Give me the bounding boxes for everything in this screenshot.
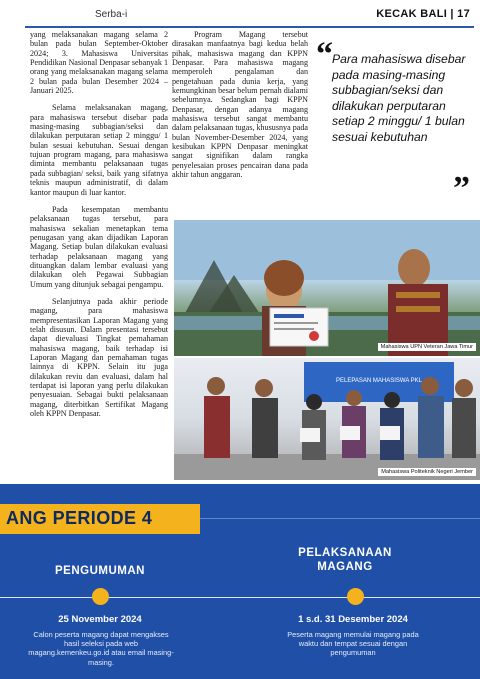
stage-title-implementation: PELAKSANAAN MAGANG [298, 547, 392, 573]
timeline-dot [347, 588, 364, 605]
photo-caption: Mahasiswa Politeknik Negeri Jember [378, 468, 476, 476]
stage-date-implementation: 1 s.d. 31 Desember 2024 [298, 614, 408, 625]
timeline-dot [92, 588, 109, 605]
close-quote-icon: ” [453, 170, 470, 207]
banner-title: ANG PERIODE 4 [6, 508, 153, 528]
photo1-illustration [174, 220, 480, 356]
photo-caption: Mahasiswa UPN Veteran Jawa Timur [378, 343, 476, 351]
stage-date-announcement: 25 November 2024 [58, 614, 142, 625]
section-label: Serba-i [95, 9, 128, 20]
paragraph: Program Magang tersebut dirasakan manfaatnya bagi kedua belah pihak, mahasiswa magang dan KPPN Denpasar. Para mahasiswa magang memperoleh pengalaman dan pengetahuan pada dunia kerja, yang kemungkinan besar belum pernah dialami sebelumnya. Sedangkan bagi KPPN Denpasar, dengan adanya magang mahasiswa tersebut sangat membantu dalam pelaksanaan tugas, khususnya pada bulan November-Desember 2024, yang kesibukan KPPN Denpasar meningkat sangat signifikan dalam rangka penyelesaian proses pencairan dana pada akhir tahun anggaran. [172, 30, 308, 180]
timeline-line [0, 597, 480, 598]
banner-divider [200, 518, 480, 519]
photo-banner-text: PELEPASAN MAHASISWA PKL [335, 378, 423, 384]
pull-quote [316, 36, 470, 207]
open-quote-icon: “ [316, 36, 333, 73]
stage-description-implementation: Peserta magang memulai magang pada waktu dan tempat sesuai dengan pengumuman [287, 630, 419, 658]
header-rule [25, 26, 474, 28]
photo2-illustration [174, 358, 480, 480]
stage-title-announcement: PENGUMUMAN [55, 565, 145, 577]
pull-quote-text: Para mahasiswa disebar pada masing-masing subbagian/seksi dan dilakukan perputaran setiap 2 minggu/ 1 bulan sesuai kebutuhan [332, 52, 466, 144]
page-header [0, 0, 480, 28]
article-column-2 [172, 30, 308, 188]
magazine-page-number: KECAK BALI | 17 [376, 8, 470, 20]
paragraph: yang melaksanakan magang selama 2 bulan pada bulan September-Oktober 2024; 3. Mahasiswa Universitas Pendidikan Nasional Denpasar sebanyak 1 orang yang melaksanakan magang selama 2 bulan pada bulan Desember 2024 – Januari 2025. [30, 30, 169, 96]
paragraph: Pada kesempatan membantu pelaksanaan tugas tersebut, para mahasiswa sekalian menetapkan tema penugasan yang akan dijadikan Laporan Magang. Setiap bulan dilakukan evaluasi terhadap pelaksanaan magang yang dituangkan dalam lembar evaluasi yang dilakukan oleh Pegawai Subbagian Umum yang ditunjuk sebagai pengampu. [30, 204, 168, 289]
paragraph: Selama melaksanakan magang, para mahasiswa tersebut disebar pada masing-masing subbagian/seksi dan dilakukan perputaran setiap 2 minggu/ 1 bulan sesuai kebutuhan. Sesuai dengan tujuan program magang, para mahasiswa diminta membantu pelaksanaan tugas pada subbagian/ seksi, baik yang sifatnya teknis maupun administratif, di dalam kantor maupun di luar kantor. [30, 103, 168, 197]
photo-upn-students [174, 220, 480, 356]
stage-description-announcement: Calon peserta magang dapat mengakses hasil seleksi pada web magang.kemenkeu.go.id atau email masing-masing. [28, 630, 174, 667]
paragraph: Selanjutnya pada akhir periode magang, para mahasiswa mempresentasikan Laporan Magang yang telah disusun. Dalam presentasi tersebut dapat dievaluasi Tingkat pemahaman mahasiswa magang, baik terhadap isi Laporan Magang dan pemahaman tugas lainnya di KPPN. Selain itu juga dilakukan reviu dan evaluasi, dalam hal terdapat isi laporan yang perlu dilakukan penyesuaian. Sebagai bukti pelaksanaan magang, diterbitkan Sertifikat Magang oleh KPPN Denpasar. [30, 296, 168, 419]
schedule-banner [0, 484, 480, 679]
banner-title-tab [0, 504, 200, 534]
photo-polije-students [174, 358, 480, 480]
article-column-1 [30, 30, 168, 426]
